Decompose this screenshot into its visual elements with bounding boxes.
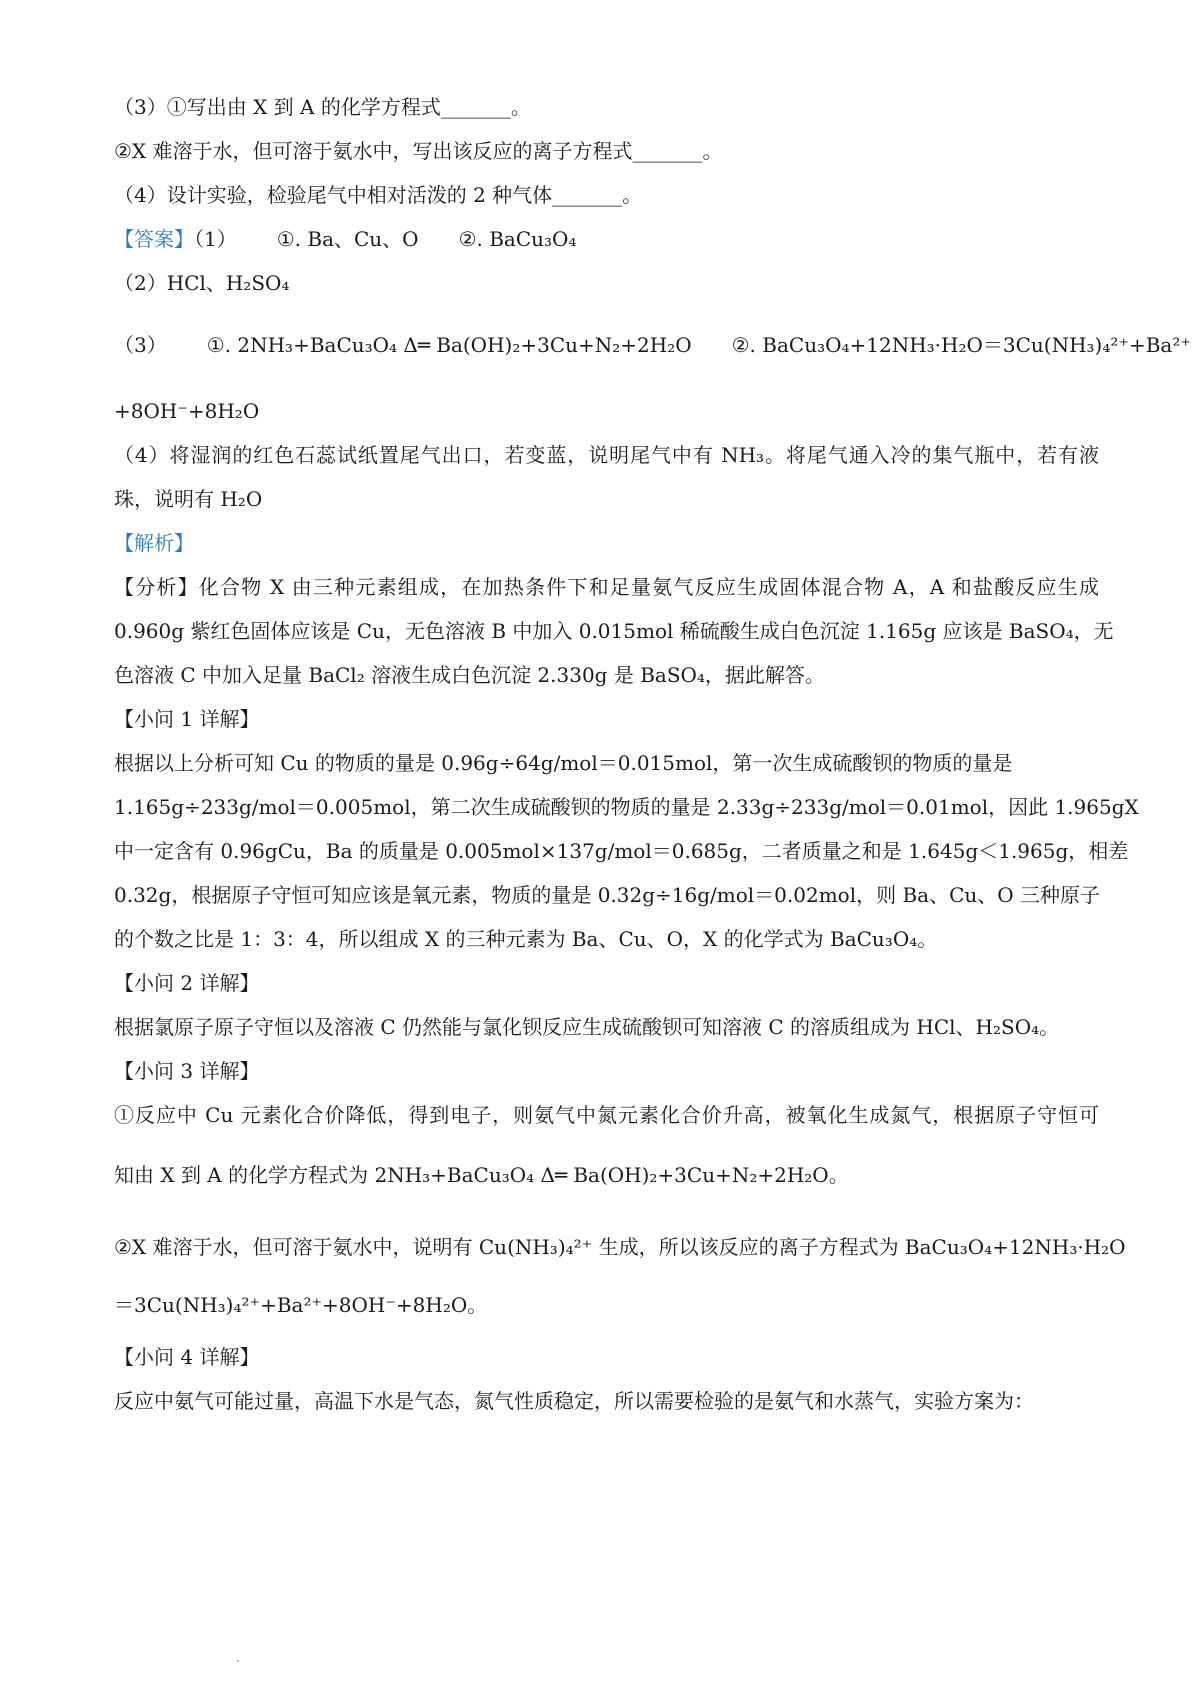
- answer-p1-num: （1）: [194, 227, 237, 251]
- s4-line-1: [114, 1386, 1099, 1416]
- analysis-heading: [114, 528, 1099, 558]
- answer-part-1: [114, 224, 1099, 254]
- question-3-2-text: ②X 难溶于水，但可溶于氨水中，写出该反应的离子方程式_______。: [114, 139, 723, 163]
- s1-line-5: [114, 924, 1099, 954]
- answer-part-3: [114, 330, 1191, 360]
- answer-p4-2: 珠，说明有 H₂O: [114, 487, 263, 511]
- s1-line-2: [114, 792, 1139, 822]
- answer-part-3-cont: [114, 396, 1099, 426]
- s1-head: 【小问 1 详解】: [114, 707, 260, 731]
- s1-line-4: [114, 880, 1099, 910]
- answer-part-2: [114, 268, 1099, 298]
- s2-text-1: 根据氯原子原子守恒以及溶液 C 仍然能与氯化钡反应生成硫酸钡可知溶液 C 的溶质组成为 HCl、H₂SO₄。: [114, 1015, 1060, 1039]
- s3-line-2: [114, 1160, 1099, 1190]
- answer-p3-num: （3）: [114, 333, 167, 357]
- answer-part-4-line1: [114, 440, 1099, 470]
- question-4-line: [114, 180, 1099, 210]
- s1-line-3: [114, 836, 1129, 866]
- analysis-line-1: [114, 572, 1099, 602]
- answer-part-4-line2: [114, 484, 1099, 514]
- sub-question-3-heading: [114, 1056, 1099, 1086]
- sub-question-4-heading: [114, 1342, 1099, 1372]
- sub-question-1-heading: [114, 704, 1099, 734]
- analysis-line-2: [114, 616, 1114, 646]
- s2-line-1: [114, 1012, 1099, 1042]
- s3-head: 【小问 3 详解】: [114, 1059, 260, 1083]
- s3-text-2: 知由 X 到 A 的化学方程式为 2NH₃+BaCu₃O₄ Δ═ Ba(OH)₂+3Cu+N₂+2H₂O。: [114, 1163, 849, 1187]
- s3-text-4: ＝3Cu(NH₃)₄²⁺+Ba²⁺+8OH⁻+8H₂O。: [114, 1293, 488, 1317]
- s4-head: 【小问 4 详解】: [114, 1345, 260, 1369]
- answer-p3-b: ②. BaCu₃O₄+12NH₃·H₂O＝3Cu(NH₃)₄²⁺+Ba²⁺: [731, 333, 1191, 357]
- answer-p3-c: +8OH⁻+8H₂O: [114, 399, 260, 423]
- analysis-line-3: [114, 660, 1099, 690]
- s3-text-1: ①反应中 Cu 元素化合价降低，得到电子，则氨气中氮元素化合价升高，被氧化生成氮气，根据原子守恒可: [114, 1103, 1099, 1127]
- question-3-line: [114, 92, 1099, 122]
- s4-text-1: 反应中氨气可能过量，高温下水是气态，氮气性质稳定，所以需要检验的是氨气和水蒸气，实验方案为：: [114, 1389, 1034, 1413]
- s1-text-1: 根据以上分析可知 Cu 的物质的量是 0.96g÷64g/mol＝0.015mol，第一次生成硫酸钡的物质的量是: [114, 751, 1013, 775]
- analysis-fx-2: 0.960g 紫红色固体应该是 Cu，无色溶液 B 中加入 0.015mol 稀硫酸生成白色沉淀 1.165g 应该是 BaSO₄，无: [114, 619, 1114, 643]
- s3-line-4: [114, 1290, 1099, 1320]
- s1-line-1: [114, 748, 1099, 778]
- answer-tag: 【答案】: [114, 227, 194, 251]
- s3-line-1: [114, 1100, 1099, 1130]
- analysis-tag: 【解析】: [114, 531, 194, 555]
- s1-text-3: 中一定含有 0.96gCu，Ba 的质量是 0.005mol×137g/mol＝0.685g，二者质量之和是 1.645g＜1.965g，相差: [114, 839, 1129, 863]
- question-3-text: （3）①写出由 X 到 A 的化学方程式_______。: [114, 95, 531, 119]
- s1-text-4: 0.32g，根据原子守恒可知应该是氧元素，物质的量是 0.32g÷16g/mol＝0.02mol，则 Ba、Cu、O 三种原子: [114, 883, 1101, 907]
- s1-text-5: 的个数之比是 1：3：4，所以组成 X 的三种元素为 Ba、Cu、O，X 的化学式为 BaCu₃O₄。: [114, 927, 938, 951]
- s3-text-3: ②X 难溶于水，但可溶于氨水中，说明有 Cu(NH₃)₄²⁺ 生成，所以该反应的离子方程式为 BaCu₃O₄+12NH₃·H₂O: [114, 1235, 1126, 1259]
- s1-text-2: 1.165g÷233g/mol＝0.005mol，第二次生成硫酸钡的物质的量是 2.33g÷233g/mol＝0.01mol，因此 1.965gX: [114, 795, 1139, 819]
- analysis-fx-1: 【分析】化合物 X 由三种元素组成，在加热条件下和足量氨气反应生成固体混合物 A，A 和盐酸反应生成: [114, 575, 1099, 599]
- question-3-2-line: [114, 136, 1099, 166]
- s2-head: 【小问 2 详解】: [114, 971, 260, 995]
- answer-p4-1: （4）将湿润的红色石蕊试纸置尾气出口，若变蓝，说明尾气中有 NH₃。将尾气通入冷的集气瓶中，若有液: [114, 443, 1099, 467]
- answer-p1-a: ①. Ba、Cu、O: [276, 227, 419, 251]
- sub-question-2-heading: [114, 968, 1099, 998]
- question-4-text: （4）设计实验，检验尾气中相对活泼的 2 种气体_______。: [114, 183, 643, 207]
- page-speck: [237, 1660, 239, 1662]
- answer-p2-text: （2）HCl、H₂SO₄: [114, 271, 290, 295]
- answer-p1-b: ②. BaCu₃O₄: [458, 227, 577, 251]
- s3-line-3: [114, 1232, 1126, 1262]
- analysis-fx-3: 色溶液 C 中加入足量 BaCl₂ 溶液生成白色沉淀 2.330g 是 BaSO₄，据此解答。: [114, 663, 825, 687]
- answer-p3-a: ①. 2NH₃+BaCu₃O₄ Δ═ Ba(OH)₂+3Cu+N₂+2H₂O: [206, 333, 692, 357]
